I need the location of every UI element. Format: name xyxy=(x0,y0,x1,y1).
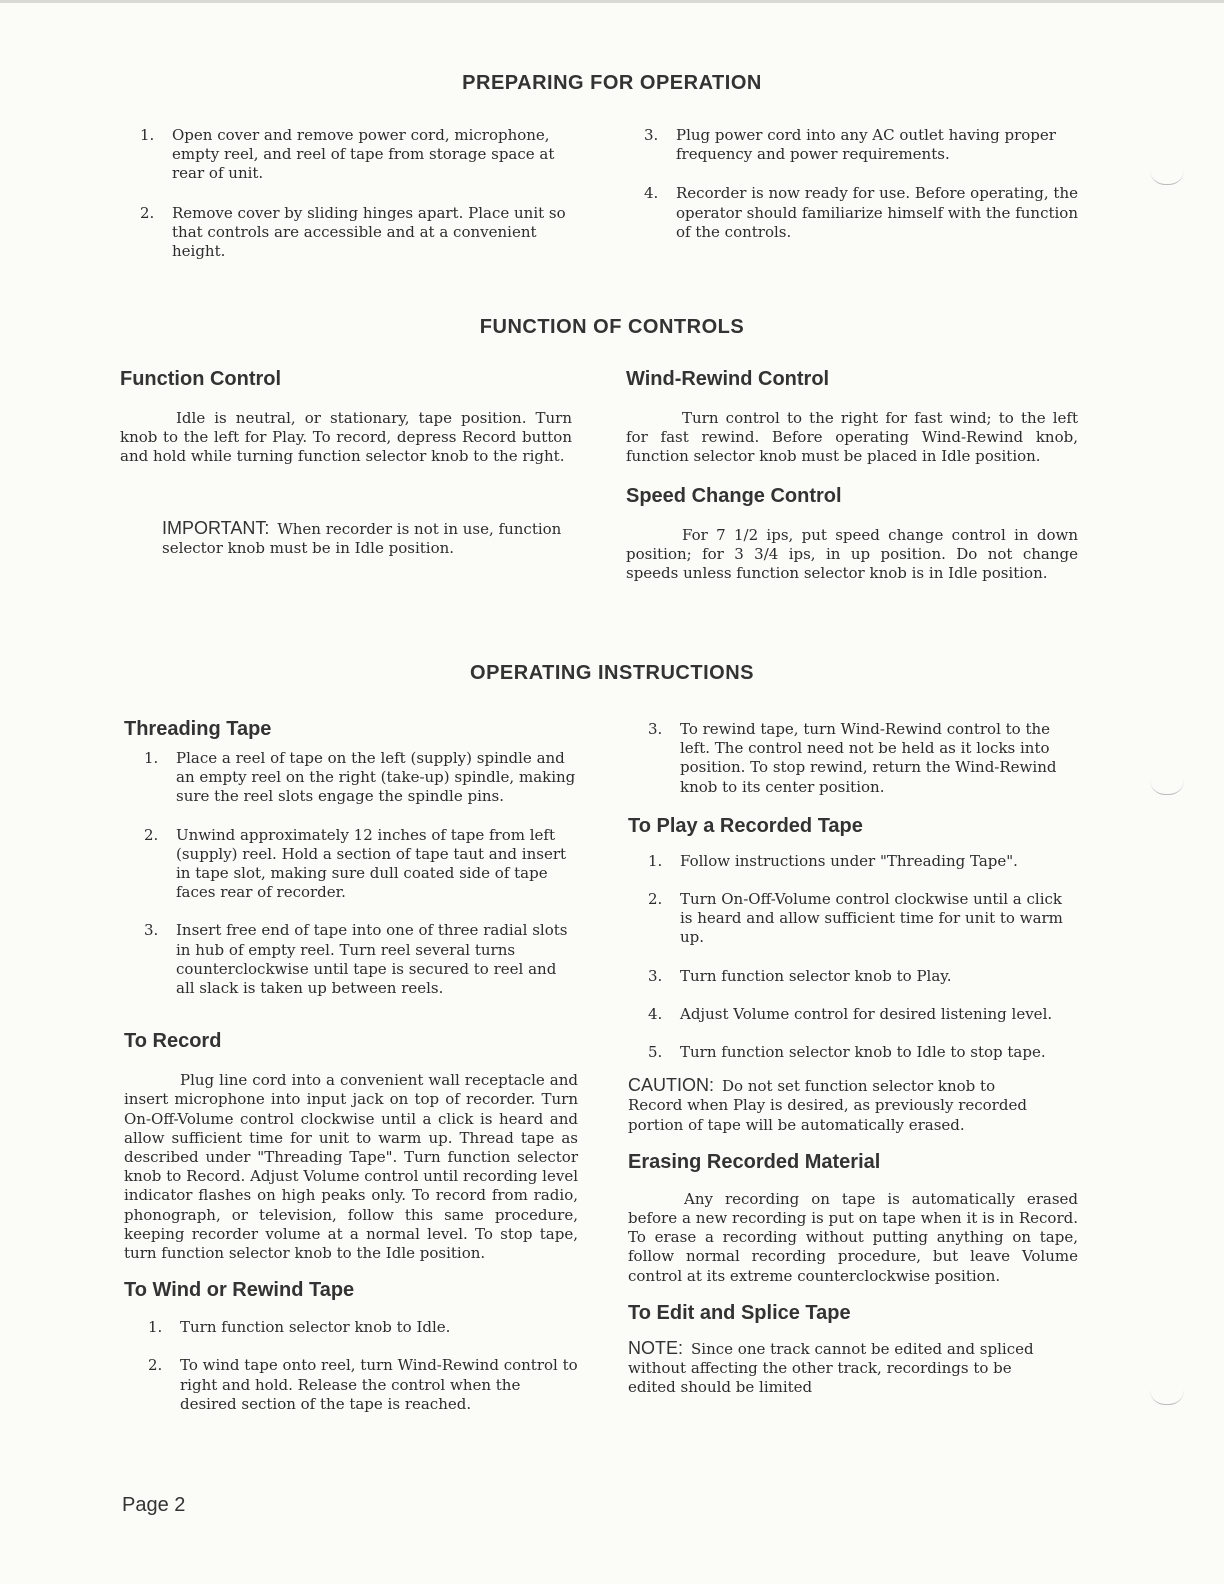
item-text: Turn On-Off-Volume control clockwise until a click is heard and allow sufficient time for unit to warm up. xyxy=(680,890,1063,947)
wind-list-continued xyxy=(628,720,1078,797)
list-item xyxy=(648,1005,1078,1024)
item-number: 3. xyxy=(648,966,663,985)
item-text: Open cover and remove power cord, microphone, empty reel, and reel of tape from storage space at rear of unit. xyxy=(172,126,555,183)
erasing-text: Any recording on tape is automatically erased before a new recording is put on tape when it is in Record. To erase a recording without putting anything on tape, follow normal recording procedure, but leave Volume control at its extreme counterclockwise position. xyxy=(628,1189,1078,1285)
section-title-functions: FUNCTION OF CONTROLS xyxy=(479,316,745,338)
threading-heading: Threading Tape xyxy=(124,718,272,740)
edit-heading: To Edit and Splice Tape xyxy=(628,1301,851,1324)
list-item xyxy=(648,967,1078,986)
item-number: 2. xyxy=(140,203,155,222)
item-text: Turn function selector knob to Play. xyxy=(680,966,952,985)
item-number: 2. xyxy=(648,890,663,909)
item-text: Remove cover by sliding hinges apart. Place unit so that controls are accessible and at a convenient height. xyxy=(172,203,566,261)
preparing-left-column xyxy=(140,126,572,261)
list-item xyxy=(148,1318,578,1337)
functions-left-column xyxy=(120,368,572,558)
functions-right-column xyxy=(626,368,1078,583)
caution-text: Do not set function selector knob to Record when Play is desired, as previously recorded portion of tape will be automatically erased. xyxy=(628,1077,1027,1134)
item-text: Place a reel of tape on the left (supply) spindle and an empty reel on the right (take-up) spindle, making sure the reel slots engage the spindle pins. xyxy=(176,749,576,806)
item-number: 1. xyxy=(148,1318,163,1337)
wind-rewind-text: Turn control to the right for fast wind; to the left for fast rewind. Before operating Wind-Rewind knob, function selector knob must be placed in Idle position. xyxy=(626,409,1078,466)
item-number: 1. xyxy=(144,749,159,767)
list-item xyxy=(144,921,578,998)
note-text: Since one track cannot be edited and spliced without affecting the other track, recordings to be edited should be limited xyxy=(628,1339,1034,1397)
item-text: Recorder is now ready for use. Before operating, the operator should familiarize himself with the function of the controls. xyxy=(676,184,1078,241)
caution-note xyxy=(628,1076,1038,1135)
item-number: 5. xyxy=(648,1043,663,1062)
speed-change-heading: Speed Change Control xyxy=(626,484,842,507)
list-item xyxy=(144,749,578,807)
list-item xyxy=(644,184,1078,242)
speed-change-text: For 7 1/2 ips, put speed change control in down position; for 3 3/4 ips, in up position. Do not change speeds unless function selector knob is in Idle position. xyxy=(626,525,1078,583)
item-number: 1. xyxy=(140,126,155,144)
function-control-text: Idle is neutral, or stationary, tape position. Turn knob to the left for Play. To record, depress Record button and hold while turning function selector knob to the right. xyxy=(120,409,572,466)
list-item xyxy=(144,826,578,903)
section-title-operating: OPERATING INSTRUCTIONS xyxy=(470,662,754,684)
operating-right-column xyxy=(628,720,1078,1397)
erasing-heading: Erasing Recorded Material xyxy=(628,1150,881,1173)
binder-hole-mark xyxy=(1150,170,1184,185)
operating-left-column xyxy=(124,718,578,1414)
item-text: Turn function selector knob to Idle. xyxy=(180,1318,451,1337)
item-number: 1. xyxy=(648,851,663,870)
list-item xyxy=(648,1043,1078,1062)
list-item xyxy=(648,720,1078,797)
function-control-heading: Function Control xyxy=(120,368,282,390)
item-number: 4. xyxy=(648,1004,663,1023)
list-item xyxy=(140,204,572,262)
play-list xyxy=(628,852,1078,1062)
wind-heading: To Wind or Rewind Tape xyxy=(124,1279,355,1302)
item-text: To rewind tape, turn Wind-Rewind control to the left. The control need not be held as it locks into position. To stop rewind, return the Wind-Rewind knob to its center position. xyxy=(680,720,1057,796)
binder-hole-mark xyxy=(1150,1390,1184,1405)
item-text: Plug power cord into any AC outlet having proper frequency and power requirements. xyxy=(676,126,1056,164)
important-text: When recorder is not in use, function selector knob must be in Idle position. xyxy=(162,519,562,557)
wind-rewind-heading: Wind-Rewind Control xyxy=(626,368,830,390)
list-item xyxy=(140,126,572,184)
section-title-preparing: PREPARING FOR OPERATION xyxy=(462,72,762,94)
list-item xyxy=(648,852,1078,871)
list-item xyxy=(648,890,1078,948)
caution-label: CAUTION: xyxy=(628,1075,715,1096)
threading-list xyxy=(124,749,578,998)
record-text: Plug line cord into a convenient wall receptacle and insert microphone into input jack on top of recorder. Turn On-Off-Volume control clockwise until a click is heard and allow sufficient time for unit to warm up. Thread tape as described under "Threading Tape". Turn function selector knob to Record. Adjust Volume control until recording level indicator flashes on high peaks only. To record from radio, phonograph, or television, follow this same procedure, keeping recorder volume at a normal level. To stop tape, turn function selector knob to the Idle position. xyxy=(124,1071,578,1263)
list-item xyxy=(148,1356,578,1414)
item-number: 4. xyxy=(644,184,659,203)
item-text: Follow instructions under "Threading Tape". xyxy=(680,851,1018,870)
edit-note xyxy=(628,1339,1034,1398)
item-text: Turn function selector knob to Idle to stop tape. xyxy=(680,1043,1046,1062)
item-number: 3. xyxy=(144,921,159,940)
list-item xyxy=(644,126,1078,164)
item-number: 2. xyxy=(144,825,159,844)
item-text: Unwind approximately 12 inches of tape from left (supply) reel. Hold a section of tape taut and insert in tape slot, making sure dull coated side of tape faces rear of recorder. xyxy=(176,825,567,902)
item-text: To wind tape onto reel, turn Wind-Rewind control to right and hold. Release the control when the desired section of the tape is reached. xyxy=(180,1356,578,1413)
item-text: Adjust Volume control for desired listening level. xyxy=(680,1004,1053,1023)
item-number: 3. xyxy=(644,126,659,144)
page-number: Page 2 xyxy=(122,1494,186,1516)
important-label: IMPORTANT: xyxy=(162,517,270,538)
wind-list xyxy=(124,1318,578,1414)
important-note xyxy=(162,519,572,558)
item-number: 2. xyxy=(148,1356,163,1375)
play-heading: To Play a Recorded Tape xyxy=(628,814,863,837)
item-number: 3. xyxy=(648,720,663,738)
preparing-right-column xyxy=(644,126,1078,242)
record-heading: To Record xyxy=(124,1030,222,1053)
binder-hole-mark xyxy=(1150,780,1184,795)
scan-top-edge xyxy=(0,0,1224,3)
note-label: NOTE: xyxy=(628,1337,684,1358)
item-text: Insert free end of tape into one of three radial slots in hub of empty reel. Turn reel several turns counterclockwise until tape is secured to reel and all slack is taken up between reels. xyxy=(176,921,568,998)
